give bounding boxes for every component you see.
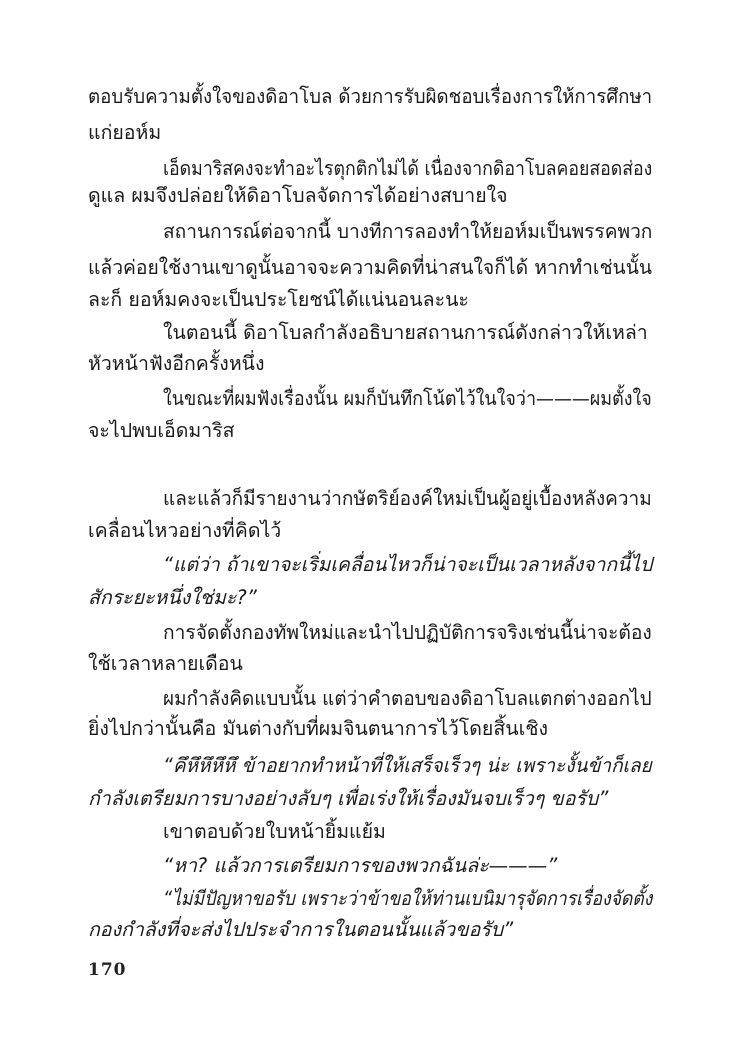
text-line: เอ็ดมาริสคงจะทำอะไรตุกติกไม่ได้ เนื่องจากดิอาโบลคอยสอดส่อง — [163, 157, 653, 180]
text-line: ยิ่งไปกว่านั้นคือ มันต่างกับที่ผมจินตนาการไว้โดยสิ้นเชิง — [88, 717, 548, 740]
text-line: เคลื่อนไหวอย่างที่คิดไว้ — [88, 519, 282, 542]
dialogue-line: “หา? แล้วการเตรียมการของพวกฉันล่ะ———” — [163, 854, 558, 877]
text-line: สถานการณ์ต่อจากนี้ บางทีการลองทำให้ยอห์มเป็นพรรคพวก — [163, 220, 653, 243]
text-line: การจัดตั้งกองทัพใหม่และนำไปปฏิบัติการจริงเช่นนี้น่าจะต้อง — [163, 621, 652, 644]
dialogue-line: “แต่ว่า ถ้าเขาจะเริ่มเคลื่อนไหวก็น่าจะเป็นเวลาหลังจากนี้ไป — [163, 553, 653, 576]
text-line: เขาตอบด้วยใบหน้ายิ้มแย้ม — [163, 820, 386, 843]
text-line: ผมกำลังคิดแบบนั้น แต่ว่าคำตอบของดิอาโบลแตกต่างออกไป — [163, 687, 652, 710]
text-line: ในขณะที่ผมฟังเรื่องนั้น ผมก็บันทึกโน้ตไว้ในใจว่า———ผมตั้งใจ — [163, 387, 652, 410]
text-line: ดูแล ผมจึงปล่อยให้ดิอาโบลจัดการได้อย่างสบายใจ — [88, 184, 508, 207]
dialogue-line: “ไม่มีปัญหาขอรับ เพราะว่าข้าขอให้ท่านเบนิมารุจัดการเรื่องจัดตั้ง — [163, 887, 653, 910]
text-line: และแล้วก็มีรายงานว่ากษัตริย์องค์ใหม่เป็นผู้อยู่เบื้องหลังความ — [163, 487, 652, 510]
text-line: แก่ยอห์ม — [88, 121, 162, 144]
dialogue-line: กำลังเตรียมการบางอย่างลับๆ เพื่อเร่งให้เรื่องมันจบเร็วๆ ขอรับ” — [88, 787, 609, 810]
text-line: ละก็ ยอห์มคงจะเป็นประโยชน์ได้แน่นอนละนะ — [88, 288, 469, 311]
dialogue-line: กองกำลังที่จะส่งไปประจำการในตอนนั้นแล้วขอรับ” — [88, 918, 514, 941]
dialogue-line: “คึหึหึหึหึ ข้าอยากทำหน้าที่ให้เสร็จเร็วๆ น่ะ เพราะงั้นข้าก็เลย — [163, 754, 652, 777]
text-line: ในตอนนี้ ดิอาโบลกำลังอธิบายสถานการณ์ดังกล่าวให้เหล่า — [163, 321, 648, 344]
text-line: แล้วค่อยใช้งานเขาดูนั้นอาจจะความคิดที่น่าสนใจก็ได้ หากทำเช่นนั้น — [88, 256, 653, 279]
text-line: ตอบรับความตั้งใจของดิอาโบล ด้วยการรับผิดชอบเรื่องการให้การศึกษา — [88, 85, 653, 108]
dialogue-line: สักระยะหนึ่งใช่มะ?” — [88, 586, 257, 609]
text-line: ใช้เวลาหลายเดือน — [88, 652, 243, 675]
page-number: 170 — [88, 960, 127, 980]
text-line: หัวหน้าฟังอีกครั้งหนึ่ง — [88, 352, 265, 375]
text-line: จะไปพบเอ็ดมาริส — [88, 419, 235, 442]
